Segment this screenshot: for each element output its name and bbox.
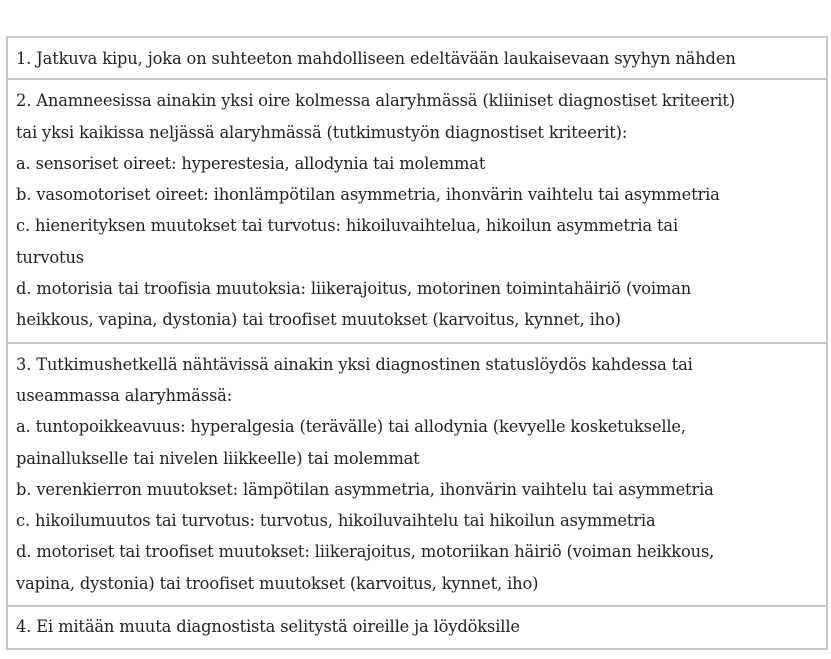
criterion-3a-sensory: a. tuntopoikkeavuus: hyperalgesia (terävälle) tai allodynia (kevyelle kosketukselle, bbox=[16, 417, 686, 437]
criterion-3-heading-cont: useammassa alaryhmässä: bbox=[16, 385, 233, 405]
criterion-2d-motor-trophic-cont: heikkous, vapina, dystonia) tai troofiset muutokset (karvoitus, kynnet, iho) bbox=[16, 310, 621, 330]
criterion-2c-sudomotor: c. hienerityksen muutokset tai turvotus: hikoiluvaihtelua, hikoilun asymmetria tai bbox=[16, 216, 679, 236]
criterion-row-4 bbox=[8, 605, 826, 648]
criterion-3b-circulation: b. verenkierron muutokset: lämpötilan asymmetria, ihonvärin vaihtelu tai asymmetria bbox=[16, 479, 714, 499]
criterion-3c-sweating: c. hikoilumuutos tai turvotus: turvotus, hikoiluvaihtelu tai hikoilun asymmetria bbox=[16, 511, 656, 531]
criterion-row-1 bbox=[8, 38, 826, 78]
criterion-row-3 bbox=[8, 342, 826, 605]
criterion-2c-sudomotor-cont: turvotus bbox=[16, 247, 84, 267]
criterion-3a-sensory-cont: painallukselle tai nivelen liikkeelle) tai molemmat bbox=[16, 448, 420, 468]
criterion-2b-vasomotor: b. vasomotoriset oireet: ihonlämpötilan asymmetria, ihonvärin vaihtelu tai asymmetria bbox=[16, 185, 720, 205]
criterion-1-line: 1. Jatkuva kipu, joka on suhteeton mahdolliseen edeltävään laukaisevaan syyhyn nähden bbox=[16, 49, 736, 68]
criteria-table bbox=[6, 36, 828, 650]
criterion-row-2 bbox=[8, 78, 826, 341]
criterion-2-heading-cont: tai yksi kaikissa neljässä alaryhmässä (tutkimustyön diagnostiset kriteerit): bbox=[16, 122, 628, 142]
criterion-3-heading: 3. Tutkimushetkellä nähtävissä ainakin yksi diagnostinen statuslöydös kahdessa tai bbox=[16, 354, 693, 374]
criterion-4-line: 4. Ei mitään muuta diagnostista selitystä oireille ja löydöksille bbox=[16, 617, 520, 637]
criterion-2d-motor-trophic: d. motorisia tai troofisia muutoksia: liikerajoitus, motorinen toimintahäiriö (voiman bbox=[16, 279, 692, 299]
criterion-2-heading: 2. Anamneesissa ainakin yksi oire kolmessa alaryhmässä (kliiniset diagnostiset kriteerit) bbox=[16, 91, 735, 111]
criterion-3d-motor-trophic-cont: vapina, dystonia) tai troofiset muutokset (karvoitus, kynnet, iho) bbox=[16, 573, 539, 593]
criterion-3d-motor-trophic: d. motoriset tai troofiset muutokset: liikerajoitus, motoriikan häiriö (voiman heikkous, bbox=[16, 542, 715, 562]
criterion-2a-sensory: a. sensoriset oireet: hyperestesia, allodynia tai molemmat bbox=[16, 153, 486, 173]
